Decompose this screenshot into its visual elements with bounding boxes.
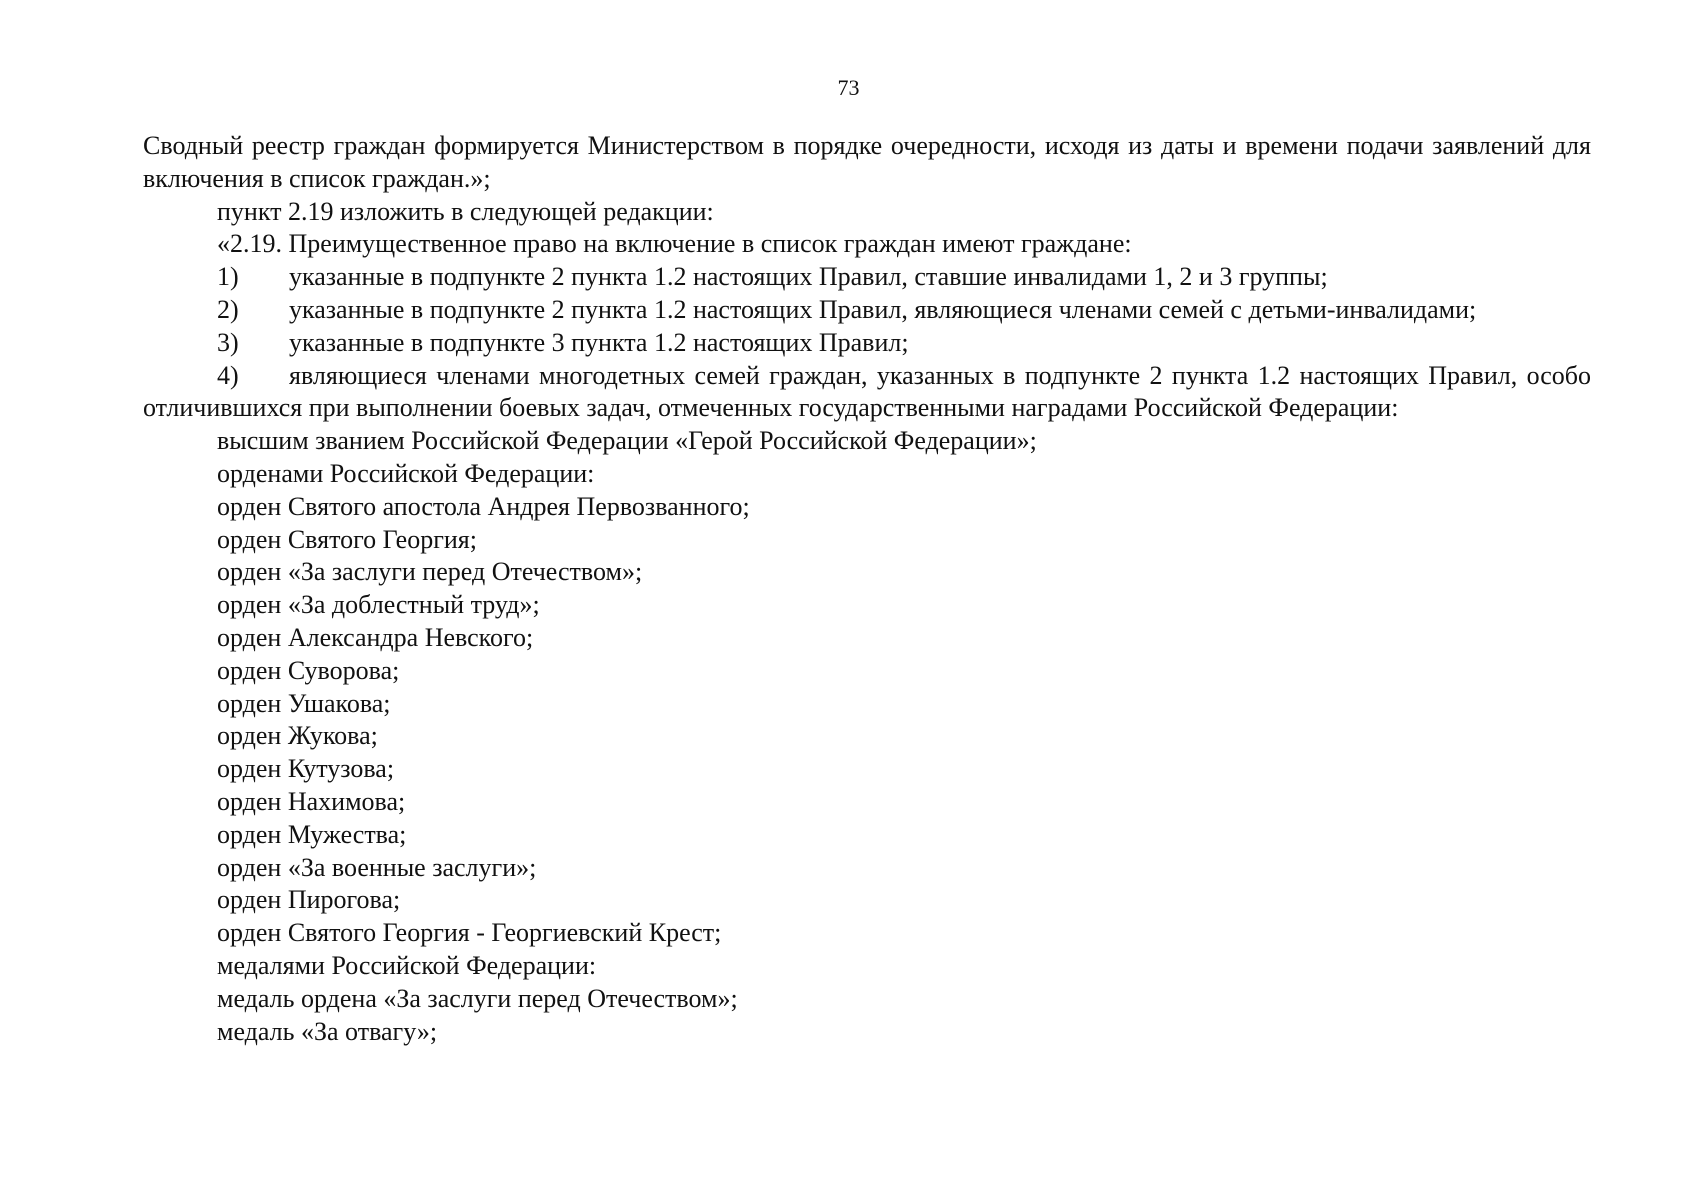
awards-list	[143, 425, 1591, 1048]
award-line: орденами Российской Федерации:	[217, 458, 595, 488]
award-line: медаль ордена «За заслуги перед Отечеством»;	[217, 983, 738, 1013]
award-line: орден Ушакова;	[217, 688, 391, 718]
numbered-item	[143, 327, 1591, 360]
award-line: орден Пирогова;	[217, 885, 401, 915]
item-number: 1)	[217, 262, 239, 292]
award-line: медалями Российской Федерации:	[217, 950, 597, 980]
item-number: 3)	[217, 327, 239, 357]
award-line: орден «За доблестный труд»;	[217, 590, 540, 620]
award-line: орден Кутузова;	[217, 754, 395, 784]
award-line: орден Святого Георгия;	[217, 524, 477, 554]
award-line: орден Александра Невского;	[217, 622, 534, 652]
instruction-line: пункт 2.19 изложить в следующей редакции:	[217, 196, 714, 226]
clause-heading: «2.19. Преимущественное право на включение в список граждан имеют граждане:	[217, 229, 1132, 259]
award-line: орден Жукова;	[217, 721, 378, 751]
item-number: 2)	[217, 294, 239, 324]
numbered-item	[143, 261, 1591, 294]
document-body	[143, 130, 1591, 1048]
award-line: орден «За заслуги перед Отечеством»;	[217, 557, 643, 587]
numbered-item	[143, 360, 1591, 426]
award-line: орден Святого апостола Андрея Первозванного;	[217, 491, 750, 521]
item-text: являющиеся членами многодетных семей граждан, указанных в подпункте 2 пункта 1.2 настоящих Правил, особо отличившихся при выполнении боевых задач, отмеченных государственными наградами Российской Федерации:	[143, 360, 1591, 423]
page-number: 73	[837, 75, 860, 100]
intro-paragraph: Сводный реестр граждан формируется Министерством в порядке очередности, исходя из даты и времени подачи заявлений для включения в список граждан.»;	[143, 131, 1591, 193]
award-line: орден Мужества;	[217, 819, 407, 849]
award-line: орден «За военные заслуги»;	[217, 852, 537, 882]
award-line: медаль «За отвагу»;	[217, 1016, 438, 1046]
award-line: орден Святого Георгия - Георгиевский Крест;	[217, 918, 722, 948]
award-line: орден Суворова;	[217, 655, 400, 685]
item-number: 4)	[217, 360, 239, 390]
award-line: орден Нахимова;	[217, 786, 406, 816]
item-text: указанные в подпункте 2 пункта 1.2 настоящих Правил, ставшие инвалидами 1, 2 и 3 группы;	[289, 262, 1328, 292]
item-text: указанные в подпункте 2 пункта 1.2 настоящих Правил, являющиеся членами семей с детьми-инвалидами;	[289, 294, 1477, 324]
award-line: высшим званием Российской Федерации «Герой Российской Федерации»;	[217, 426, 1037, 456]
item-text: указанные в подпункте 3 пункта 1.2 настоящих Правил;	[289, 327, 909, 357]
numbered-item	[143, 294, 1591, 327]
